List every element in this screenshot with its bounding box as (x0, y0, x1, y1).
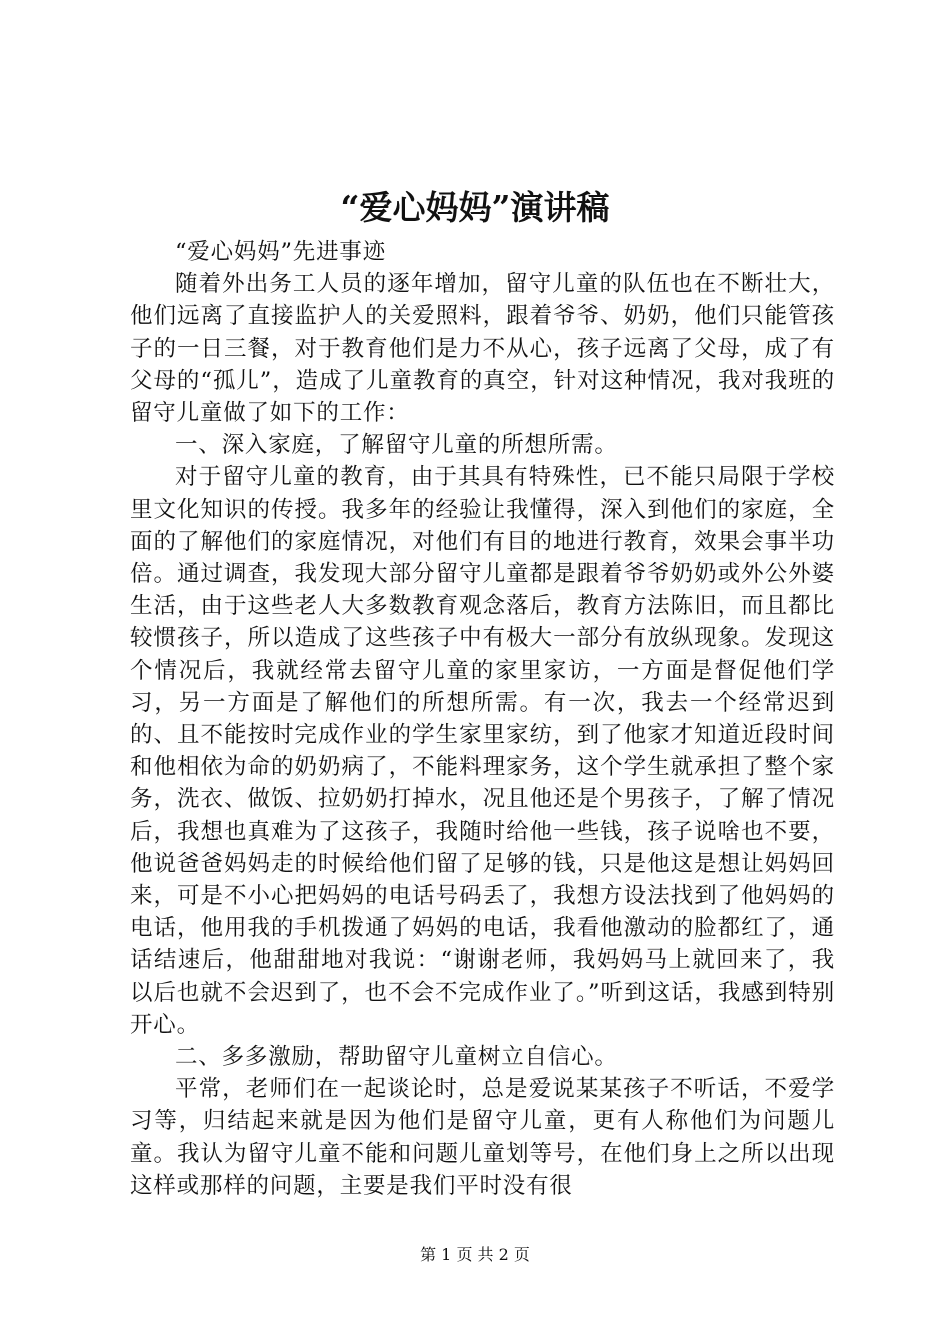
section-heading-1: 一、深入家庭，了解留守儿童的所想所需。 (175, 432, 618, 459)
subtitle-paragraph: “爱心妈妈”先进事迹 (175, 239, 387, 265)
document-title: “爱心妈妈”演讲稿 (340, 188, 610, 227)
intro-paragraph: 随着外出务工人员的逐年增加，留守儿童的队伍也在不断壮大，他们远离了直接监护人的关爱照料，跟着爷爷、奶奶，他们只能管孩子的一日三餐，对于教育他们是力不从心，孩子远离了父母，成了有父母的“孤儿”，造成了儿童教育的真空，针对这种情况，我对我班的留守儿童做了如下的工作： (130, 271, 835, 427)
section-1-paragraph: 对于留守儿童的教育，由于其具有特殊性，已不能只局限于学校里文化知识的传授。我多年的经验让我懂得，深入到他们的家庭，全面的了解他们的家庭情况，对他们有目的地进行教育，效果会事半功倍。通过调查，我发现大部分留守儿童都是跟着爷爷奶奶或外公外婆生活，由于这些老人大多数教育观念落后，教育方法陈旧，而且都比较惯孩子，所以造成了这些孩子中有极大一部分有放纵现象。发现这个情况后，我就经常去留守儿童的家里家访，一方面是督促他们学习，另一方面是了解他们的所想所需。有一次，我去一个经常迟到的、且不能按时完成作业的学生家里家纺，到了他家才知道近段时间和他相依为命的奶奶病了，不能料理家务，这个学生就承担了整个家务，洗衣、做饭、拉奶奶打掉水，况且他还是个男孩子，了解了情况后，我想也真难为了这孩子，我随时给他一些钱，孩子说啥也不要，他说爸爸妈妈走的时候给他们留了足够的钱，只是他这是想让妈妈回来，可是不小心把妈妈的电话号码丢了，我想方设法找到了他妈妈的电话，他用我的手机拨通了妈妈的电话，我看他激动的脸都红了，通话结速后，他甜甜地对我说：“谢谢老师，我妈妈马上就回来了，我以后也就不会迟到了，也不会不完成作业了。”听到这话，我感到特别开心。 (130, 464, 835, 1038)
section-heading-2: 二、多多激励，帮助留守儿童树立自信心。 (175, 1044, 618, 1071)
page-footer: 第 1 页 共 2 页 (420, 1245, 530, 1264)
section-2-paragraph: 平常，老师们在一起谈论时，总是爱说某某孩子不听话，不爱学习等，归结起来就是因为他们是留守儿童，更有人称他们为问题儿童。我认为留守儿童不能和问题儿童划等号，在他们身上之所以出现这样或那样的问题，主要是我们平时没有很 (130, 1076, 835, 1199)
document-body (130, 236, 835, 1202)
